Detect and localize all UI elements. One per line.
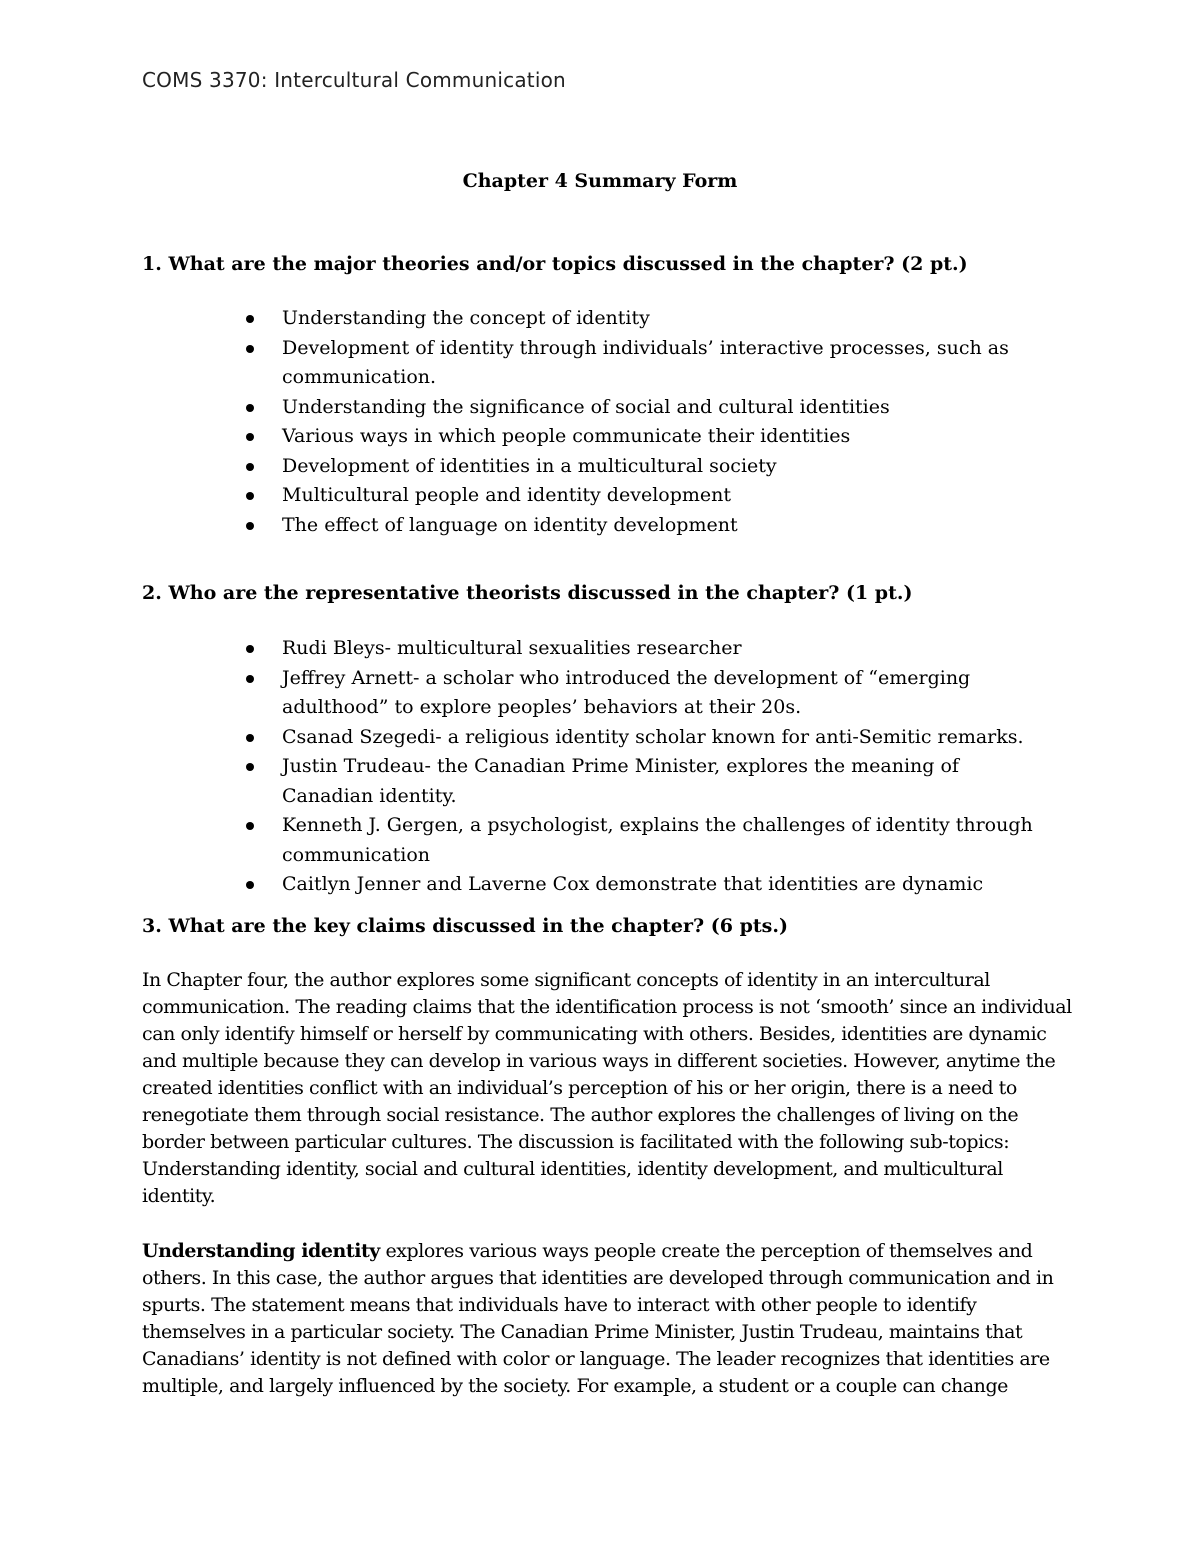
list-item: Various ways in which people communicate their identities: [0, 422, 1042, 452]
list-item: Understanding the significance of social and cultural identities: [0, 393, 1042, 423]
question-1-heading: 1. What are the major theories and/or topics discussed in the chapter? (2 pt.): [142, 253, 968, 275]
theorists-list: [0, 634, 1042, 900]
list-item: Understanding the concept of identity: [0, 304, 1042, 334]
key-claims-paragraph: In Chapter four, the author explores some significant concepts of identity in an intercultural communication. The reading claims that the identification process is not ‘smooth’ since an individual can only identify himself or herself by communicating with others. Besides, identities are dynamic and multiple because they can develop in various ways in different societies. However, anytime the created identities conflict with an individual’s perception of his or her origin, there is a need to renegotiate them through social resistance. The author explores the challenges of living on the border between particular cultures. The discussion is facilitated with the following sub-topics: Understanding identity, social and cultural identities, identity development, and multicultural identity.: [142, 969, 1072, 1207]
list-item: Rudi Bleys- multicultural sexualities researcher: [0, 634, 1042, 664]
list-item: The effect of language on identity development: [0, 511, 1042, 541]
bullet-icon: [246, 404, 254, 412]
list-item: Caitlyn Jenner and Laverne Cox demonstrate that identities are dynamic: [0, 870, 1042, 900]
list-item: Development of identities in a multicultural society: [0, 452, 1042, 482]
bullet-icon: [246, 881, 254, 889]
list-item: Kenneth J. Gergen, a psychologist, explains the challenges of identity through communication: [0, 811, 1042, 870]
list-item: Csanad Szegedi- a religious identity scholar known for anti-Semitic remarks.: [0, 723, 1042, 753]
question-3-heading: 3. What are the key claims discussed in the chapter? (6 pts.): [142, 915, 788, 937]
bullet-icon: [246, 463, 254, 471]
list-item: Justin Trudeau- the Canadian Prime Minister, explores the meaning of Canadian identity.: [0, 752, 1042, 811]
paragraph-lead-term: Understanding identity: [142, 1240, 380, 1262]
bullet-icon: [246, 522, 254, 530]
list-item: Multicultural people and identity development: [0, 481, 1042, 511]
page-title: Chapter 4 Summary Form: [462, 170, 738, 192]
bullet-icon: [246, 822, 254, 830]
bullet-icon: [246, 315, 254, 323]
understanding-identity-paragraph: Understanding identity explores various ways people create the perception of themselves and others. In this case, the author argues that identities are developed through communication and in spurts. The statement means that individuals have to interact with other people to identify themselves in a particular society. The Canadian Prime Minister, Justin Trudeau, maintains that Canadians’ identity is not defined with color or language. The leader recognizes that identities are multiple, and largely influenced by the society. For example, a student or a couple can change: [142, 1240, 1054, 1397]
bullet-icon: [246, 675, 254, 683]
bullet-icon: [246, 492, 254, 500]
bullet-icon: [246, 763, 254, 771]
question-2-heading: 2. Who are the representative theorists discussed in the chapter? (1 pt.): [142, 582, 913, 604]
bullet-icon: [246, 433, 254, 441]
course-header: COMS 3370: Intercultural Communication: [142, 68, 566, 92]
bullet-icon: [246, 645, 254, 653]
topics-list: [0, 304, 1042, 540]
bullet-icon: [246, 345, 254, 353]
list-item: Jeffrey Arnett- a scholar who introduced the development of “emerging adulthood” to explore peoples’ behaviors at their 20s.: [0, 664, 1042, 723]
bullet-icon: [246, 734, 254, 742]
list-item: Development of identity through individuals’ interactive processes, such as communication.: [0, 334, 1042, 393]
